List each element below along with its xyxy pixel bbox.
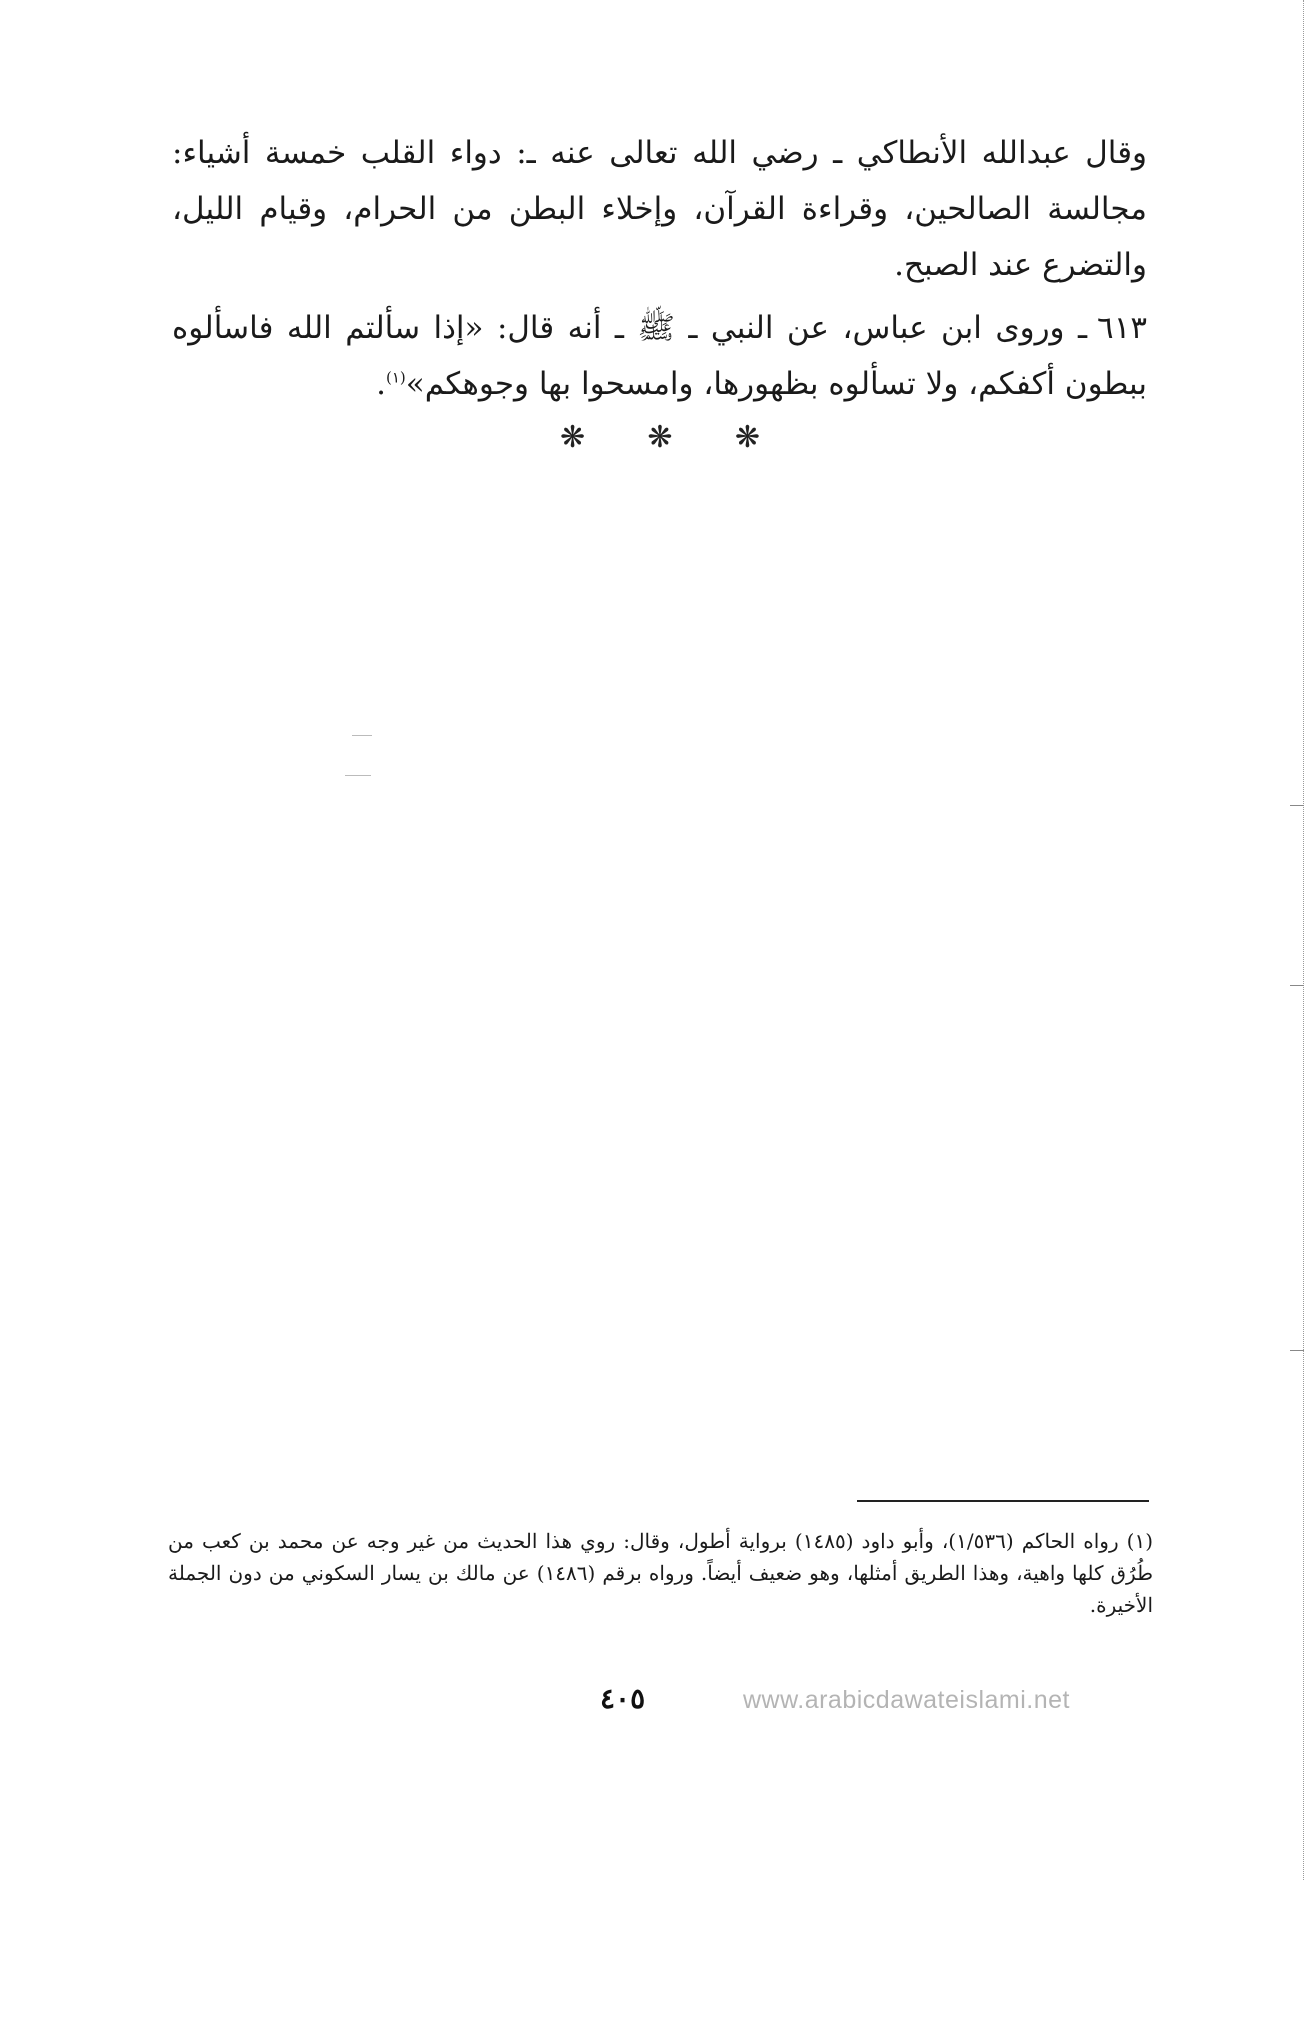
footnote-reference: (١) [385, 368, 406, 387]
page-number: ٤٠٥ [600, 1682, 646, 1715]
paragraph-613 [172, 300, 1147, 412]
page-footer [600, 1682, 1070, 1715]
paragraph-1 [172, 125, 1147, 293]
separator-star-icon: ❋ [734, 420, 760, 455]
scan-speck [345, 775, 371, 776]
footnote-number: (١) [1126, 1529, 1153, 1553]
paragraph-1-text: وقال عبدالله الأنطاكي ـ رضي الله تعالى عنه ـ: دواء القلب خمسة أشياء: مجالسة الصالحين، وقراءة القرآن، وإخلاء البطن من الحرام، وقيام الليل، والتضرع عند الصبح. [172, 135, 1147, 283]
hadith-text: ـ وروى ابن عباس، عن النبي ـ ﷺ ـ أنه قال: «إذا سألتم الله فاسألوه ببطون أكفكم، ولا تسألوه بظهورها، وامسحوا بها وجوهكم» [172, 310, 1147, 402]
separator-star-icon: ❋ [560, 420, 586, 455]
scan-speck [352, 735, 372, 736]
hadith-end-mark: . [376, 366, 386, 402]
scan-edge-tick [1290, 1350, 1304, 1351]
hadith-number: ٦١٣ [1097, 310, 1147, 346]
footnote-text: رواه الحاكم (١/٥٣٦)، وأبو داود (١٤٨٥) برواية أطول، وقال: روي هذا الحديث من غير وجه عن محمد بن كعب من طُرُق كلها واهية، وهذا الطريق أمثلها، وهو ضعيف أيضاً. ورواه برقم (١٤٨٦) عن مالك بن يسار السكوني من دون الجملة الأخيرة. [168, 1529, 1154, 1617]
scan-edge-tick [1290, 805, 1304, 806]
footnote-rule [857, 1500, 1149, 1502]
section-separator [560, 420, 760, 455]
separator-star-icon: ❋ [647, 420, 673, 455]
scan-edge-tick [1290, 985, 1304, 986]
footnote [168, 1525, 1153, 1621]
scan-edge-line [1303, 0, 1304, 1880]
website-watermark: www.arabicdawateislami.net [742, 1686, 1070, 1714]
